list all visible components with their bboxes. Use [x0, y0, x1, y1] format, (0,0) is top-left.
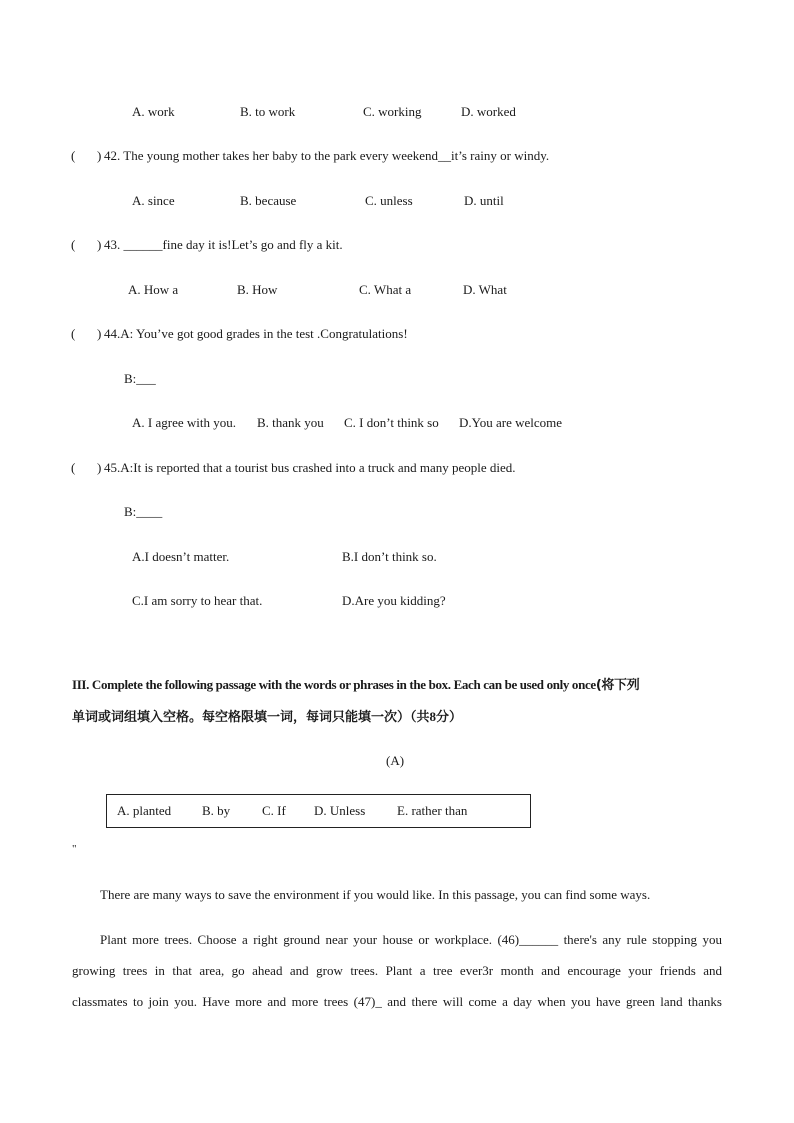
q44-stem: 44.A: You’ve got good grades in the test .Congratulations! [104, 326, 408, 341]
passage-paragraph-2-line-1: Plant more trees. Choose a right ground near your house or workplace. (46)______ there's any rule stopping you [100, 932, 722, 947]
q44-bracket-open: ( [71, 326, 76, 341]
q44-option-c: C. I don’t think so [344, 415, 439, 430]
q42-bracket-close: ) [97, 148, 102, 163]
part-label: (A) [386, 753, 405, 768]
word-box-item-a: A. planted [117, 803, 172, 818]
q45-stem: 45.A:It is reported that a tourist bus crashed into a truck and many people died. [104, 460, 516, 475]
q43-option-c: C. What a [359, 282, 412, 297]
section-heading-cn-body: 单词或词组填入空格。每空格限填一词，每词只能填一次）（共 [72, 710, 430, 725]
passage-paragraph-1: There are many ways to save the environment if you would like. In this passage, you can find some ways. [100, 887, 651, 902]
stray-mark: " [72, 843, 77, 855]
q42-option-d: D. until [464, 193, 504, 208]
section-heading-cn-start: (将下列 [595, 678, 640, 693]
q41-option-b: B. to work [240, 104, 296, 119]
section-heading-en: III. Complete the following passage with the words or phrases in the box. Each can be used only once [72, 677, 596, 692]
word-box-item-b: B. by [202, 803, 231, 818]
section-heading [72, 676, 722, 695]
q45-option-a: A.I doesn’t matter. [132, 549, 230, 564]
word-box-item-e: E. rather than [397, 803, 468, 818]
q42-stem: 42. The young mother takes her baby to the park every weekend__it’s rainy or windy. [104, 148, 550, 163]
q43-option-b: B. How [237, 282, 278, 297]
q42-option-b: B. because [240, 193, 297, 208]
q41-option-d: D. worked [461, 104, 516, 119]
q42-option-c: C. unless [365, 193, 413, 208]
q41-option-c: C. working [363, 104, 422, 119]
q44-option-b: B. thank you [257, 415, 324, 430]
q43-bracket-open: ( [71, 237, 76, 252]
q41-option-a: A. work [132, 104, 175, 119]
word-box [106, 794, 531, 828]
q44-option-a: A. I agree with you. [132, 415, 236, 430]
q45-reply: B:____ [124, 504, 163, 519]
q43-bracket-close: ) [97, 237, 102, 252]
q43-stem: 43. ______fine day it is!Let’s go and fly a kit. [104, 237, 343, 252]
q43-option-d: D. What [463, 282, 507, 297]
word-box-item-d: D. Unless [314, 803, 366, 818]
q43-option-a: A. How a [128, 282, 179, 297]
q44-bracket-close: ) [97, 326, 102, 341]
section-heading-line2 [72, 708, 462, 727]
passage-paragraph-2-line-3: classmates to join you. Have more and more trees (47)_ and there will come a day when you have green land thanks [72, 994, 722, 1009]
word-box-item-c: C. If [262, 803, 286, 818]
q45-bracket-open: ( [71, 460, 76, 475]
q45-bracket-close: ) [97, 460, 102, 475]
q42-option-a: A. since [132, 193, 175, 208]
section-heading-points: 8 [429, 709, 437, 724]
q42-bracket-open: ( [71, 148, 76, 163]
passage-paragraph-2-line-2: growing trees in that area, go ahead and grow trees. Plant a tree ever3r month and encourage your friends and [72, 963, 722, 978]
q45-option-d: D.Are you kidding? [342, 593, 446, 608]
q44-option-d: D.You are welcome [459, 415, 563, 430]
section-heading-cn-end: 分） [436, 710, 463, 725]
q45-option-b: B.I don’t think so. [342, 549, 437, 564]
q45-option-c: C.I am sorry to hear that. [132, 593, 263, 608]
q44-reply: B:___ [124, 371, 156, 386]
